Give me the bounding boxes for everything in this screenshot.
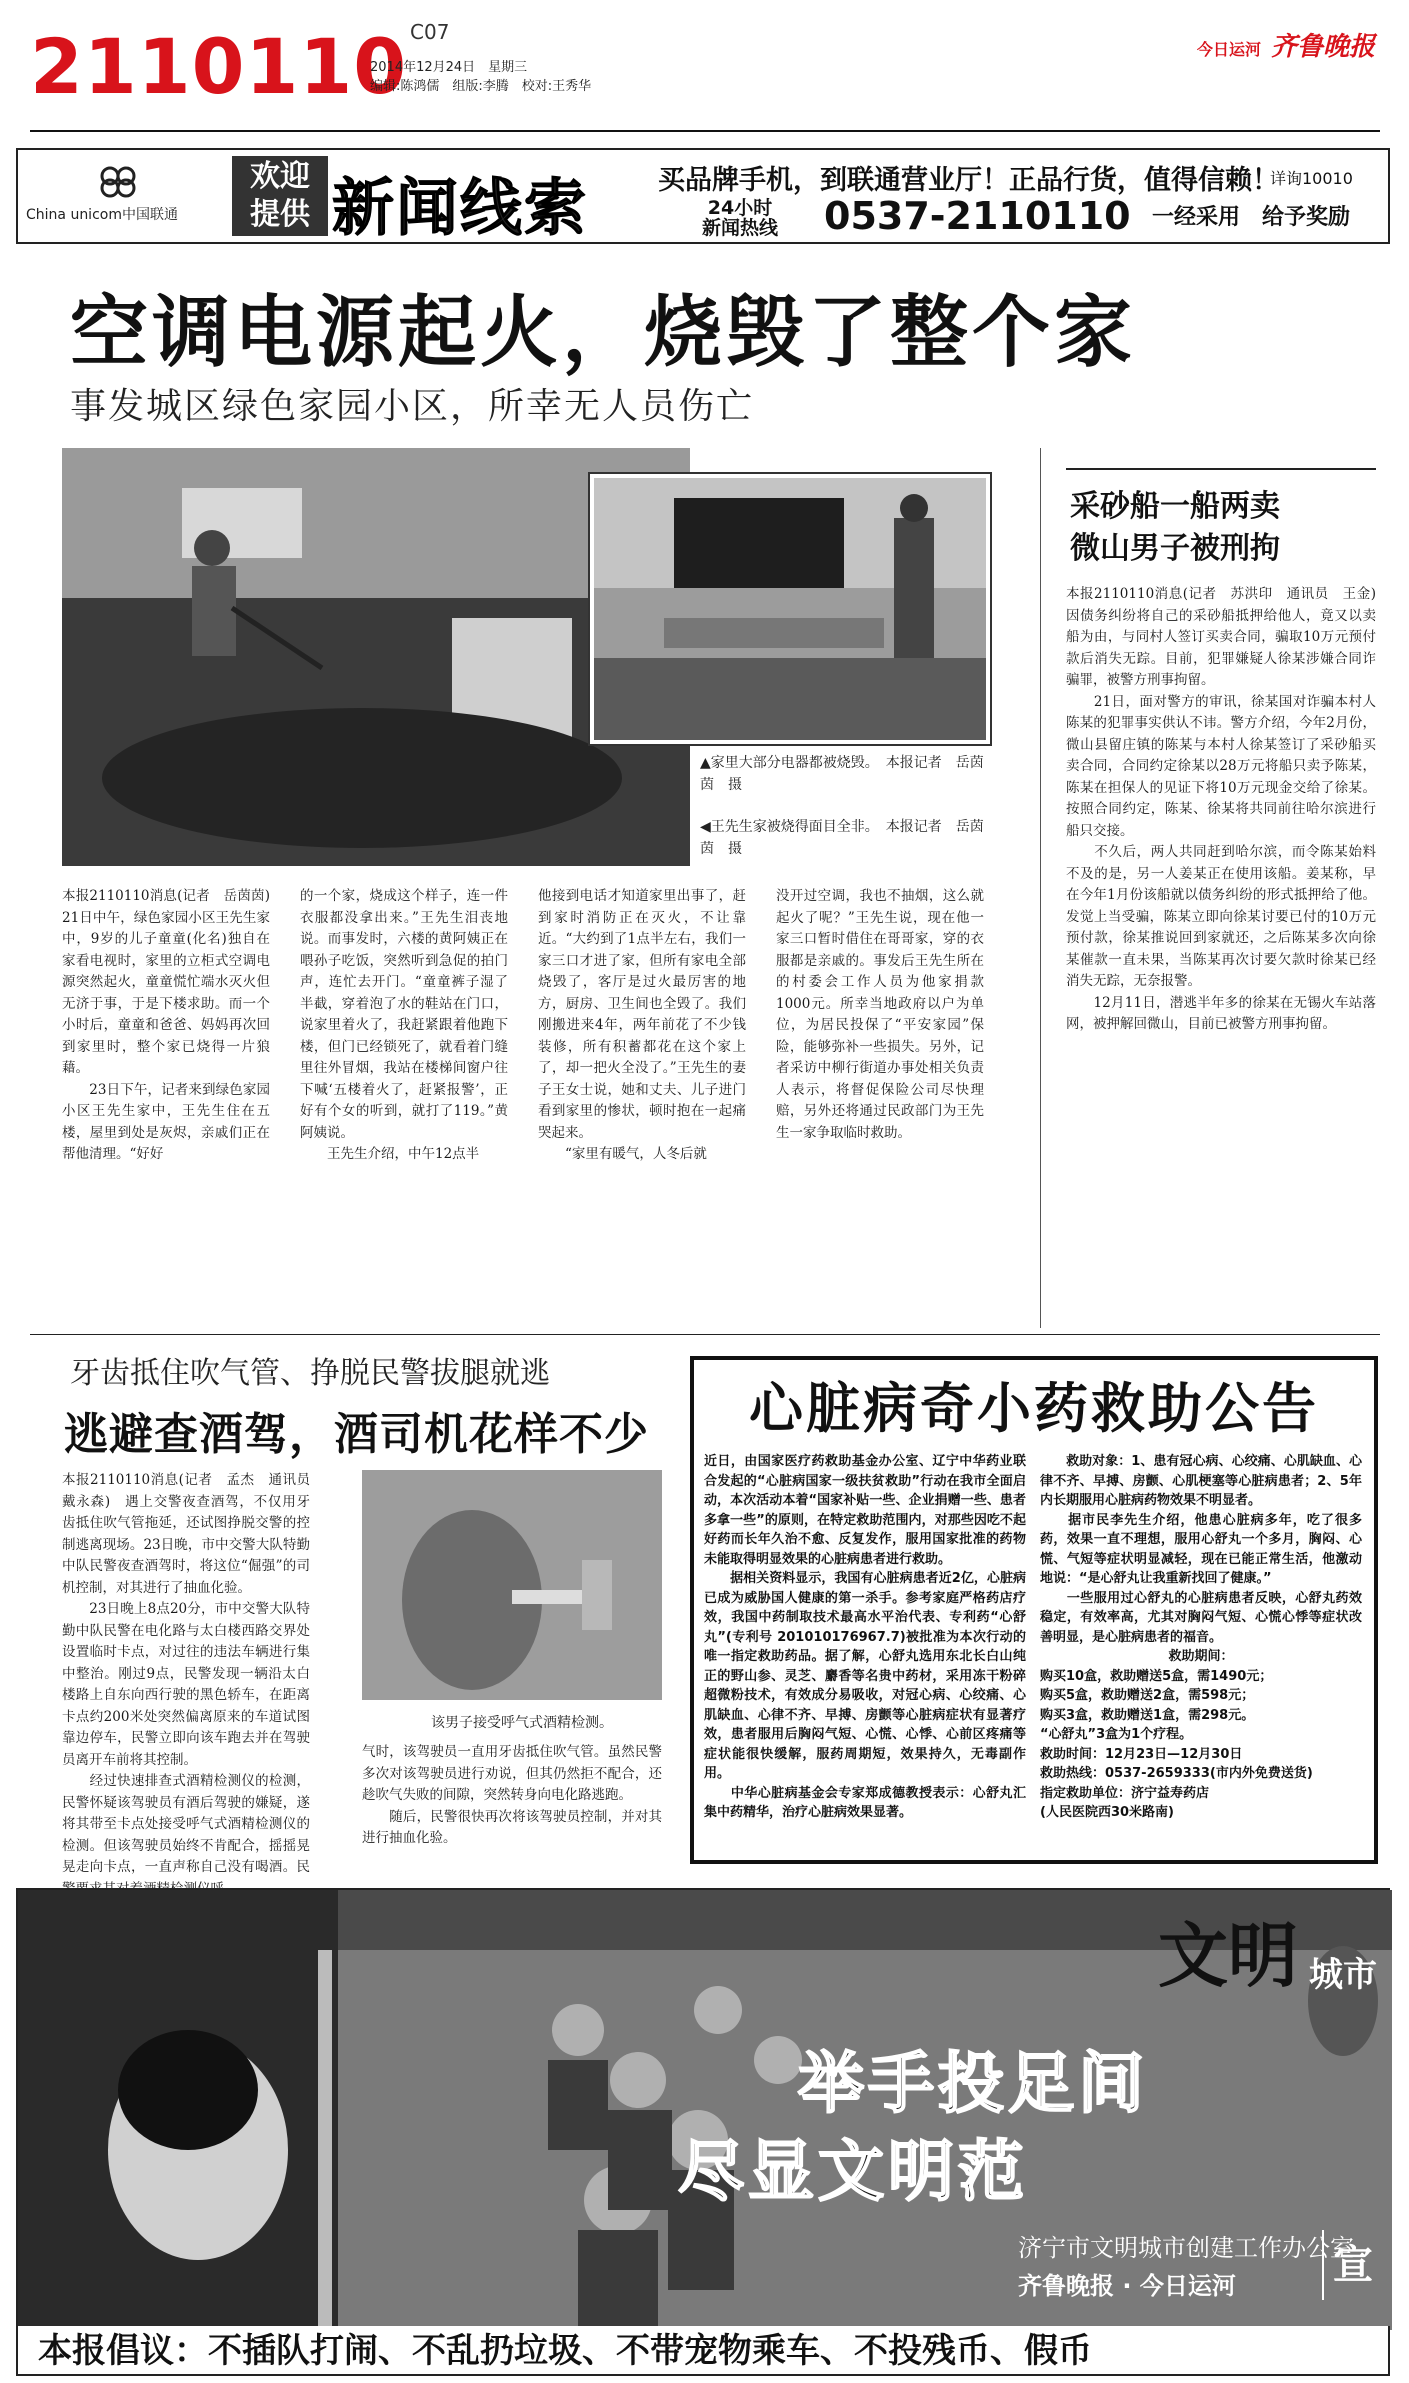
date-line: 2014年12月24日 星期三 [370, 60, 528, 75]
hotline-label-24h: 24小时 [707, 197, 773, 219]
hotline-label [658, 198, 822, 238]
side-story-headline [1070, 486, 1370, 570]
paper-brand [1197, 26, 1375, 63]
hotline-label-news: 新闻热线 [701, 217, 778, 239]
story2-kicker: 牙齿抵住吹气管、挣脱民警拔腿就逃 [70, 1356, 550, 1391]
banner-consult: 详询10010 [1270, 169, 1353, 188]
welcome-block [232, 156, 328, 236]
civic-poster [16, 1888, 1390, 2328]
hotline-number: 2110110 [30, 22, 408, 111]
ad-rule-1: 购买10盒，救助赠送5盒，需1490元； [1040, 1668, 1273, 1684]
ad-col-2-text: 救助对象：1、患有冠心病、心绞痛、心肌缺血、心律不齐、早搏、房颤、心肌梗塞等心脏病患者；2、5年内长期服用心脏病药物效果不明显者。 据市民李先生介绍，他患心脏病多年，吃了很多药，效果一直不理想，服用心舒丸一个多月，胸闷、心慌、气短等症状明显减轻，现在已能正常生活，他激动地说：“是心舒丸让我重新找回了健康。” 一些服用过心舒丸的心脏病患者反映，心舒丸药效稳定，有效率高，尤其对胸闷气短、心慌心悸等症状改善明显，是心脏病患者的福音。 [1040, 1454, 1362, 1645]
main-story-col-1-text: 本报2110110消息(记者 岳茵茵) 21日中午，绿色家园小区王先生家中，9岁的儿子童童(化名)独自在家看电视时，家里的立柜式空调电源突然起火，童童慌忙端水灭火但无济于事，于是下楼求助。而一个小时后，童童和爸爸、妈妈再次回到家里时，整个家已烧得一片狼藉。 23日下午，记者来到绿色家园小区王先生家中，王先生住在五楼，屋里到处是灰烬，亲戚们正在帮他清理。“好好 [62, 888, 270, 1162]
unicom-banner [16, 148, 1390, 244]
story2-headline: 逃避查酒驾，酒司机花样不少 [64, 1409, 649, 1460]
section-rule [30, 1334, 1380, 1335]
poster-slogan-1: 举手投足间 [798, 2045, 1148, 2122]
welcome-label: 欢迎 [250, 159, 310, 194]
news-tips-title: 新闻线索 [332, 171, 589, 244]
unicom-logo [26, 160, 226, 230]
story2-col-2-text: 气时，该驾驶员一直用牙齿抵住吹气管。虽然民警多次对该驾驶员进行劝说，但其仍然拒不配合，还趁吹气失败的间隙，突然转身向电化路逃跑。 随后，民警很快再次将该驾驶员控制，并对其进行抽血化验。 [362, 1744, 662, 1846]
side-story-body [1066, 584, 1376, 1312]
page-code: C07 [410, 20, 450, 44]
unicom-knot-icon [94, 162, 142, 202]
ad-col-1-text: 近日，由国家医疗药救助基金办公室、辽宁中华药业联合发起的“心脏病国家一级扶贫救助”行动在我市全面启动，本次活动本着“国家补贴一些、企业捐赠一些、患者多拿一些”的原则，在特定救助范围内，对那些因吃不起好药而长年久治不愈、反复发作，服用国家批准的药物未能取得明显效果的心脏病患者进行救助。 据相关资料显示，我国有心脏病患者近2亿，心脏病已成为威胁国人健康的第一杀手。参考家庭严格药店疗效，我国中药制取技术最高水平治代表、专利药“心舒丸”(专利号 201010176967.7)被批准为本次行动的唯一指定救助药品。据了解，心舒丸选用东北长白山纯正的野山参、灵芝、麝香等名贵中药材，采用冻干粉碎超微粉技术，有效成分易吸收，对冠心病、心绞痛、心肌缺血、心律不齐、早搏、房颤等心脏病症状有显著疗效，患者服用后胸闷气短、心慌、心悸、心前区疼痛等症状能很快缓解，服药周期短，效果持久，无毒副作用。 中华心脏病基金会专家郑成德教授表示：心舒丸汇集中药精华，治疗心脏病效果显著。 [704, 1454, 1026, 1820]
side-story-text: 本报2110110消息(记者 苏洪印 通讯员 王金) 因债务纠纷将自己的采砂船抵押给他人，竟又以卖船为由，与同村人签订买卖合同，骗取10万元预付款后消失无踪。目前，犯罪嫌疑人徐某涉嫌合同诈骗罪，被警方刑事拘留。 21日，面对警方的审讯，徐某国对诈骗本村人陈某的犯罪事实供认不讳。警方介绍，今年2月份，微山县留庄镇的陈某与本村人徐某签订了采砂船买卖合同，合同约定徐某以28万元将船只卖予陈某，陈某在担保人的见证下将10万元现金交给了徐某。按照合同约定，陈某、徐某将共同前往哈尔滨进行船只交接。 不久后，两人共同赶到哈尔滨，而令陈某始料不及的是，另一人姜某正在使用该船。姜某称，早在今年1月份该船就以债务纠纷的形式抵押给了他。发觉上当受骗，陈某立即向徐某讨要已付的10万元预付款，徐某推说回到家就还，之后陈某多次向徐某催款一直未果，当陈某再次讨要欠款时徐某已经消失无踪，无奈报警。 12月11日，潜逃半年多的徐某在无锡火车站落网，被押解回微山，目前已被警方刑事拘留。 [1066, 586, 1376, 1032]
main-story-column-1 [62, 886, 270, 1326]
burned-tv-illustration [594, 478, 986, 740]
section-name: 今日运河 [1196, 40, 1261, 59]
story2-column-2 [362, 1742, 662, 1862]
side-headline-2: 微山男子被刑拘 [1070, 531, 1280, 566]
provide-label: 提供 [250, 197, 310, 232]
ad-rule-4: “心舒丸”3盒为1个疗程。 [1040, 1727, 1193, 1742]
main-story-column-3 [538, 886, 746, 1326]
ad-rules-title: 救助期间： [1168, 1649, 1234, 1664]
breath-test-illustration [362, 1470, 662, 1700]
ad-period: 救助时间：12月23日—12月30日 [1040, 1746, 1243, 1762]
poster-tag-wenming: 文明 [1158, 1914, 1298, 1997]
staff-line: 编辑:陈鸿儒 组版:李腾 校对:王秀华 [370, 79, 592, 94]
burned-tv-photo [590, 474, 990, 744]
ad-phone: 救助热线：0537-2659333(市内外免费送货) [1040, 1766, 1313, 1781]
banner-phone: 0537-2110110 [824, 194, 1131, 238]
paper-name: 齐鲁晚报 [1270, 32, 1375, 62]
poster-brand: 齐鲁晚报 · 今日运河 [1018, 2272, 1236, 2300]
banner-reward: 一经采用 给予奖励 [1152, 205, 1351, 230]
ad-rule-2: 购买5盒，救助赠送2盒，需598元； [1040, 1688, 1255, 1703]
column-divider [1040, 448, 1041, 1328]
poster-tag-chengshi: 城市 [1308, 1946, 1378, 2056]
header-rule [30, 130, 1380, 132]
poster-office: 济宁市文明城市创建工作办公室 [1018, 2234, 1354, 2262]
story2-column-1 [62, 1470, 310, 1875]
side-story-rule [1066, 468, 1376, 470]
main-story-col-4-text: 没开过空调，我也不抽烟，这么就起火了呢？”王先生说，现在他一家三口暂时借住在哥哥家，穿的衣服都是亲戚的。事发后王先生所在的村委会工作人员为他家捐款1000元。所幸当地政府以户为单位，为居民投保了“平安家园”保险，能够弥补一些损失。另外，记者采访中柳行街道办事处相关负责人表示，将督促保险公司尽快理赔，另外还将通过民政部门为王先生一家争取临时救助。 [776, 888, 984, 1141]
poster-xuan: 宣 [1322, 2230, 1382, 2300]
breath-test-photo [362, 1470, 662, 1700]
main-story-col-3-text: 他接到电话才知道家里出事了，赶到家时消防正在灭火，不让靠近。“大约到了1点半左右，我们一家三口才进了家，但所有家电全部烧毁了，客厅是过火最厉害的地方，厨房、卫生间也全毁了。我们刚搬进来4年，两年前花了不少钱装修，所有积蓄都花在这个家上了，却一把火全没了。”王先生的妻子王女士说，她和丈夫、儿子进门看到家里的惨状，顿时抱在一起痛哭起来。 “家里有暖气，人冬后就 [538, 888, 746, 1162]
ad-column-1 [704, 1452, 1026, 1858]
main-subhead: 事发城区绿色家园小区，所幸无人员伤亡 [70, 386, 755, 427]
heart-medicine-ad [690, 1356, 1378, 1864]
ad-column-2 [1040, 1452, 1362, 1858]
civic-appeal: 本报倡议：不插队打闹、不乱扔垃圾、不带宠物乘车、不投残币、假币 [16, 2326, 1390, 2376]
poster-slogan-2: 尽显文明范 [678, 2133, 1028, 2210]
photo-caption-1: ▲家里大部分电器都被烧毁。 本报记者 岳茵茵 摄 [700, 755, 984, 793]
main-story-column-4 [776, 886, 984, 1326]
main-headline: 空调电源起火，烧毁了整个家 [70, 288, 1137, 378]
story2-photo-caption: 该男子接受呼气式酒精检测。 [431, 1715, 613, 1731]
ad-title: 心脏病奇小药救助公告 [749, 1377, 1319, 1440]
story2-col-1-text: 本报2110110消息(记者 孟杰 通讯员 戴永森) 遇上交警夜查酒驾，不仅用牙齿抵住吹气管拖延，还试图挣脱交警的控制逃离现场。23日晚，市中交警大队特勤中队民警夜查酒驾时，将这位“倔强”的司机控制，对其进行了抽血化验。 23日晚上8点20分，市中交警大队特勤中队民警在电化路与太白楼西路交界处设置临时卡点，对过往的违法车辆进行集中整治。刚过9点，民警发现一辆沿太白楼路上自东向西行驶的黑色轿车，在距离卡点约200米处突然偏离原来的车道试图靠边停车，民警立即向该车跑去并在驾驶员离开车前将其控制。 经过快速排查式酒精检测仪的检测，民警怀疑该驾驶员有酒后驾驶的嫌疑，遂将其带至卡点处接受呼气式酒精检测仪的检测。但该驾驶员始终不肯配合，摇摇晃晃走向卡点，一直声称自己没有喝酒。民 [62, 1472, 310, 1875]
ad-store: 指定救助单位：济宁益寿药店 [1040, 1785, 1210, 1801]
side-headline-1: 采砂船一船两卖 [1070, 489, 1280, 524]
unicom-logo-text: China unicom中国联通 [26, 207, 178, 223]
main-story-col-2-text: 的一个家，烧成这个样子，连一件衣服都没拿出来。”王先生泪丧地说。而事发时，六楼的黄阿姨正在喂孙子吃饭，突然听到急促的拍门声，连忙去开门。“童童裤子湿了半截，穿着泡了水的鞋站在门口，说家里着火了，我赶紧跟着他跑下楼，但门已经锁死了，就看着门缝里往外冒烟，我站在楼梯间窗户往下喊‘五楼着火了，赶紧报警’，正好有个女的听到，就打了119。”黄阿姨说。 王先生介绍，中午12点半 [300, 888, 508, 1162]
ad-rule-3: 购买3盒，救助赠送1盒，需298元。 [1040, 1707, 1255, 1723]
photo-caption-2: ◀王先生家被烧得面目全非。 本报记者 岳茵茵 摄 [700, 819, 984, 857]
main-story-column-2 [300, 886, 508, 1326]
masthead-meta [370, 58, 591, 96]
ad-address: (人民医院西30米路南) [1040, 1805, 1174, 1820]
banner-slogan: 买品牌手机，到联通营业厅！正品行货，值得信赖！ [658, 165, 1279, 196]
